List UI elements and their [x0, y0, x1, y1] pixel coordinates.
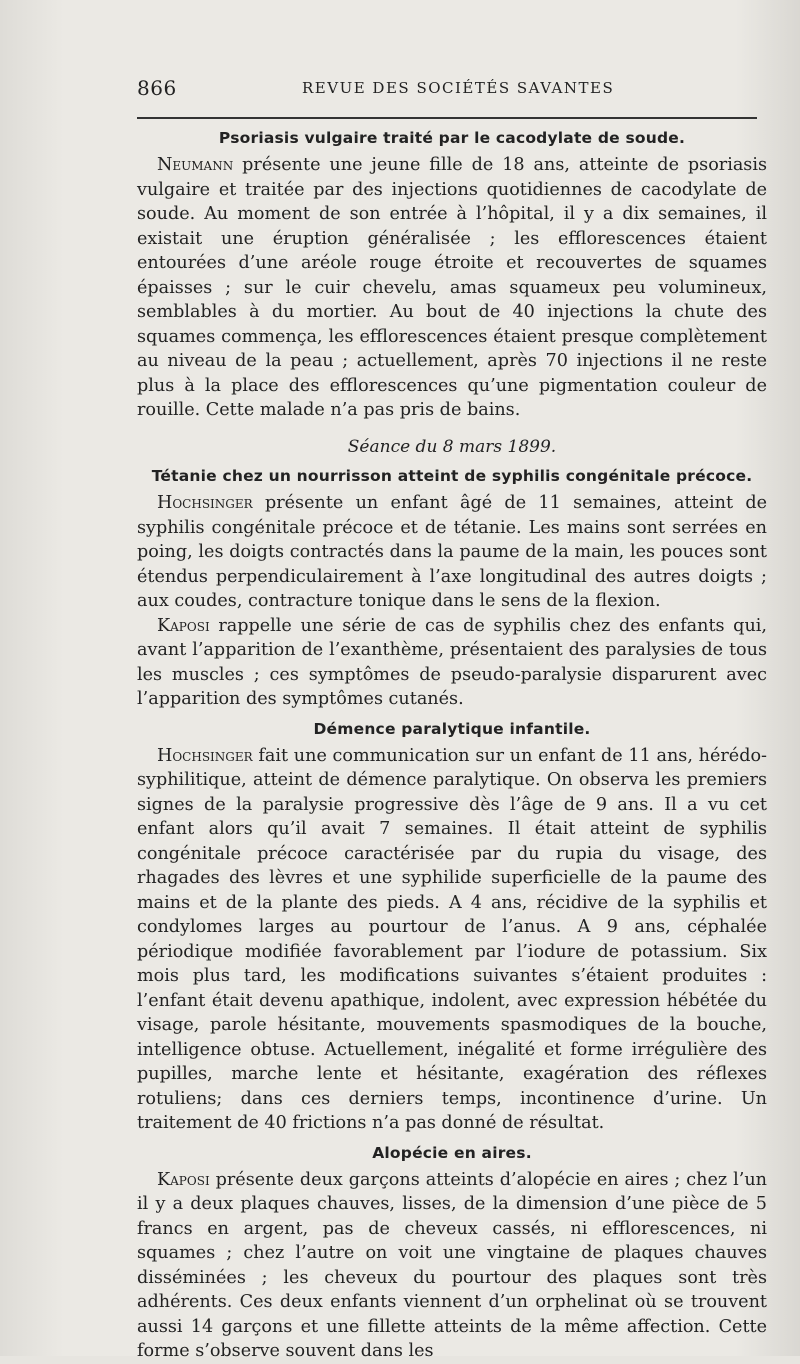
page-number: 866 — [137, 76, 177, 100]
paragraph-text: fait une communication sur un enfant de 11 ans, hérédo-syphilitique, atteint de démence paralytique. On observa les premiers signes de la paralysie progressive dès l’âge de 9 ans. Il a vu cet enfant alors qu’il avait 7 semaines. Il était atteint de syphilis congénitale précoce caractérisée par du rupia du visage, des rhagades des lèvres et une syphilide superficielle de la paume des mains et de la plante des pieds. A 4 ans, récidive de la syphilis et condylomes larges au pourtour de l’anus. A 9 ans, céphalée périodique modifiée favorablement par l’iodure de potassium. Six mois plus tard, les modifications suivantes s’étaient produites : l’enfant était devenu apathique, indolent, avec expression hébétée du visage, parole hésitante, mouvements spasmodiques de la bouche, intelligence obtuse. Actuellement, inégalité et forme irrégulière des pupilles, marche lente et hésitante, exagération des réflexes rotuliens; dans ces derniers temps, incontinence d’urine. Un traitement de 40 frictions n’a pas donné de résultat. — [137, 745, 767, 1133]
section-title-psoriasis: Psoriasis vulgaire traité par le cacodylate de soude. — [218, 129, 686, 147]
article-body — [137, 127, 767, 1364]
paragraph-tetanie-1 — [137, 491, 767, 614]
author-name: Kaposi — [157, 1169, 210, 1190]
page-header — [137, 76, 757, 100]
paragraph-demence — [137, 744, 767, 1136]
header-rule — [137, 117, 757, 119]
running-title: REVUE DES SOCIÉTÉS SAVANTES — [302, 79, 615, 97]
author-name: Hochsinger — [157, 493, 253, 513]
paragraph-text: présente un enfant âgé de 11 semaines, atteint de syphilis congénitale précoce et de tétanie. Les mains sont serrées en poing, les doigts contractés dans la paume de la main, les pouces sont étendus perpendiculairement à l’axe longitudinal des autres doigts ; aux coudes, contracture tonique dans le sens de la flexion. — [137, 493, 767, 611]
section-title-tetanie: Tétanie chez un nourrisson atteint de syphilis congénitale précoce. — [151, 467, 753, 485]
paragraph-text: présente une jeune fille de 18 ans, atteinte de psoriasis vulgaire et traitée par des injections quotidiennes de cacodylate de soude. Au moment de son entrée à l’hôpital, il y a dix semaines, il existait une éruption généralisée ; les efflorescences étaient entourées d’une aréole rouge étroite et recouvertes de squames épaisses ; sur le cuir chevelu, amas squameux peu volumineux, semblables à du mortier. Au bout de 40 injections la chute des squames commença, les efflorescences étaient presque complètement au niveau de la peau ; actuellement, après 70 injections il ne reste plus à la place des efflorescences qu’une pigmentation couleur de rouille. Cette malade n’a pas pris de bains. — [137, 155, 767, 420]
author-name: Hochsinger — [157, 745, 253, 766]
section-title-demence: Démence paralytique infantile. — [313, 719, 591, 738]
paragraph-psoriasis — [137, 153, 767, 423]
paragraph-alopecie — [137, 1168, 767, 1364]
paragraph-tetanie-2 — [137, 614, 767, 712]
seance-date: Séance du 8 mars 1899. — [347, 436, 557, 457]
author-name: Kaposi — [157, 615, 210, 636]
author-name: Neumann — [157, 155, 234, 175]
section-title-alopecie: Alopécie en aires. — [372, 1143, 532, 1162]
paragraph-text: rappelle une série de cas de syphilis chez des enfants qui, avant l’apparition de l’exanthème, présentaient des paralysies de tous les muscles ; ces symptômes de pseudo-paralysie disparurent avec l’apparition des symptômes cutanés. — [137, 615, 767, 709]
paragraph-text: présente deux garçons atteints d’alopécie en aires ; chez l’un il y a deux plaques chauves, lisses, de la dimension d’une pièce de 5 francs en argent, pas de cheveux cassés, ni efflorescences, ni squames ; chez l’autre on voit une vingtaine de plaques chauves disséminées ; les cheveux du pourtour des plaques sont très adhérents. Ces deux enfants viennent d’un orphelinat où se trouvent aussi 14 garçons et une fillette atteints de la même affection. Cette forme s’observe souvent dans les — [137, 1169, 767, 1361]
